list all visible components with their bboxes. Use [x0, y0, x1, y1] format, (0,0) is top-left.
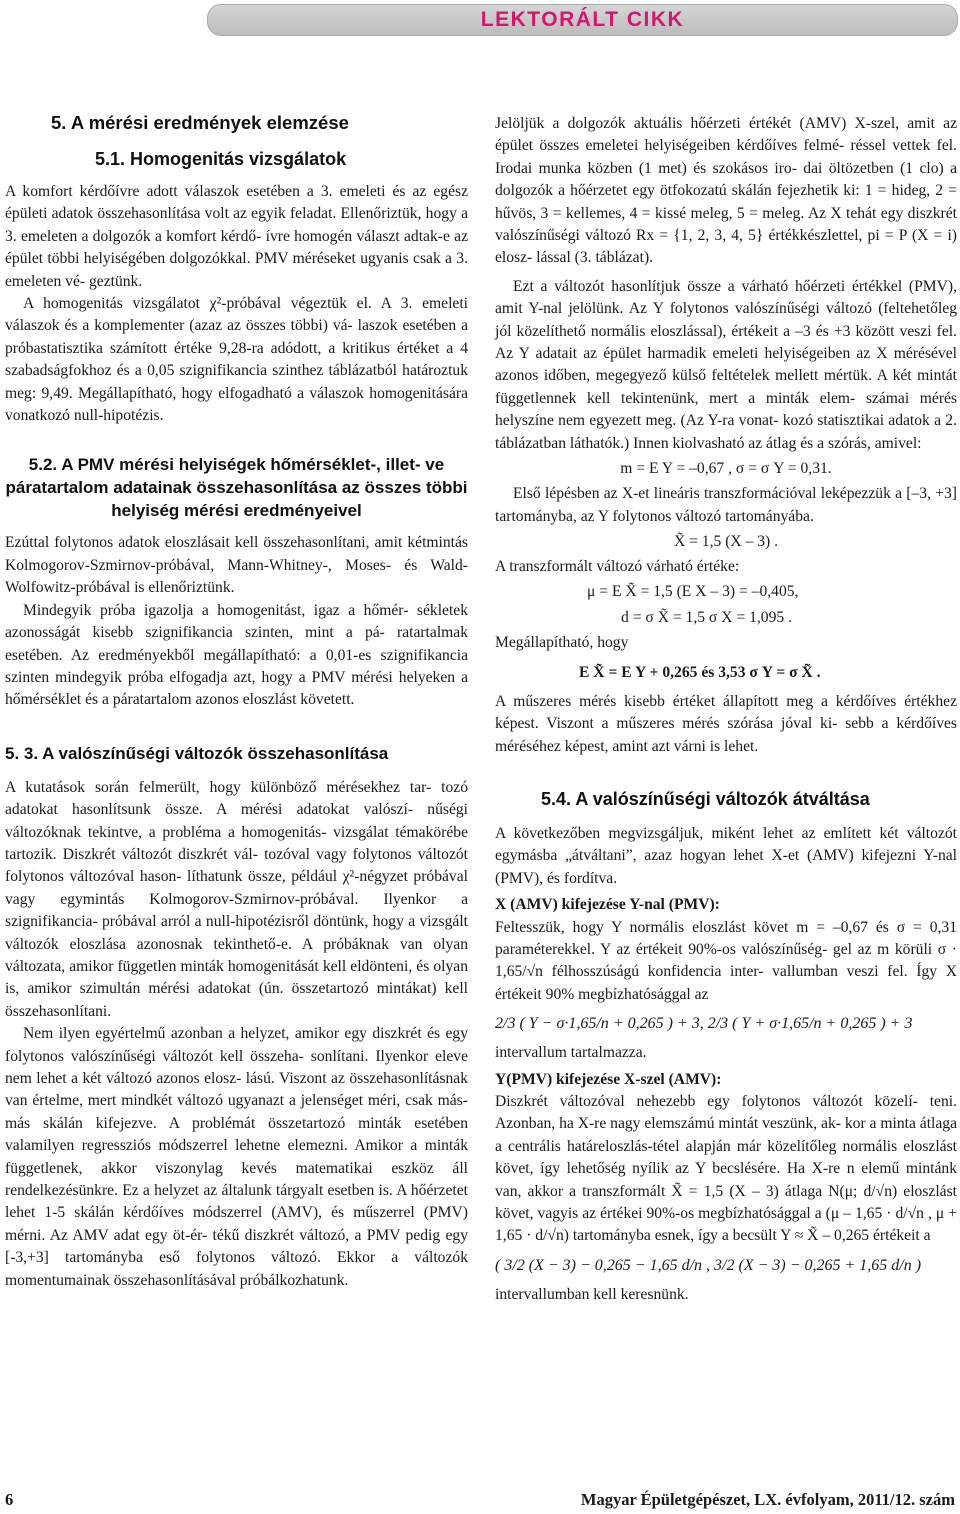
paragraph-homogeneity-intro: A komfort kérdőívre adott válaszok esetében a 3. emeleti és az egész épületi adatok összehasonlítása volt az egyik feladat. Ellenőriztük, hogy a 3. emeleten a dolgozók a komfort kérdő- ívre homogén választ adtak-e az épület többi helyiségében dolgozókkal. PMV méréseket ugyanis csak a 3. emeleten vé- geztünk. [5, 183, 468, 290]
subsection-heading-5-2: 5.2. A PMV mérési helyiségek hőmérséklet-, illet- ve páratartalom adatainak összehasonlítása az összes többi helyiség mérési eredményeivel [5, 455, 468, 521]
equation-relation: E X̃ = E Y + 0,265 és 3,53 σ Y = σ X̃ . [579, 663, 821, 681]
paragraph-instrument-comparison: A műszeres mérés kisebb értéket állapított meg a kérdőíves értékhez képest. Viszont a műszeres mérés szórása jóval ki- sebb a kérdőíves méréséhez képest, amint azt várni is lehet. [495, 692, 957, 755]
equation-transform: X̃ = 1,5 (X – 3) . [673, 532, 779, 550]
banner-title: LEKTORÁLT CIKK [480, 8, 685, 31]
paragraph-amv-definition: Jelöljük a dolgozók aktuális hőérzeti értékét (AMV) X-szel, amit az épület összes emeletei helyiségeiben kérdőíves felmé- réssel vettek fel. Irodai munka közben (1 met) és szokásos iro- dai öltözetben (1 clo) a dolgozók a hőérzetet egy ötfokozatú skálán fejezhetik ki: 1 = hideg, 2 = hűvös, 3 = kellemes, 4 = kissé meleg, 5 = meleg. Az X tehát egy diszkrét valószínűségi változó Rx = {1, 2, 3, 4, 5} értékkészlettel, pi = P (X = i) elosz- lással (3. táblázat). [495, 115, 957, 267]
paragraph-y-by-x: Diszkrét változóval nehezebb egy folytonos változót közelí- teni. Azonban, ha X-re nagy elemszámú mintát veszünk, ak- kor a minta átlaga a centrális határeloszlás-tétel alapján már közelítőleg normális eloszlást követ, így lehetőség nyílik az Y becslésére. Ha X-re n elemű mintánk van, akkor a transzformált X̃ = 1,5 (X – 3) átlaga N(μ; d/√n) eloszlást követ, vagyis az értékei 90%-os megbízhatósággal a (μ – 1,65 · d/√n , μ + 1,65 · d/√n) tartományba esnek, így a becsült Y ≈ X̃ – 0,265 értékeit a [495, 1093, 958, 1245]
section-banner [207, 4, 958, 36]
paragraph-comparison: A kutatások során felmerült, hogy különböző mérésekhez tar- tozó adatokat hasonlítsunk össze. A mérési adatokat valószí- nűségi változóknak tekintve, a probléma a homogenitás- vizsgálat témakörébe tartozik. Diszkrét változót diszkrét vál- tozóval vagy folytonos változót folytonos változóval hason- líthatunk össze, például χ²-négyzet próbával vagy egymintás Kolmogorov-Szmirnov-próbával. Ilyenkor a szignifikancia- próbával arról a null-hipotézisről döntünk, hogy a vizsgált változók eloszlása azonosnak tekinthető-e. A próbáknak van olyan változata, amikor független minták homogenitását kell eldönteni, és olyan is, amikor szimultán mérési adatokat (ún. összetartozó mintákat) kell összehasonlítani. [5, 778, 468, 1020]
equation-d: d = σ X̃ = 1,5 σ X = 1,095 . [621, 609, 792, 627]
paragraph-search-interval: intervallumban kell keresnünk. [495, 1285, 689, 1303]
left-column [5, 112, 468, 1292]
paragraph-chi-square: A homogenitás vizsgálatot χ²-próbával végeztük el. A 3. emeleti válaszok és a komplementer (azaz az összes többi) vá- laszok esetében a próbastatisztika számított értéke 9,28-ra adódott, a kritikus értéket a 4 szabadságfokhoz és a 0,05 szignifikancia szinthez táblázatból határoztuk meg: 9,49. Megállapítható, hogy elfogadható a válaszok homogenitására vonatkozó null-hipotézis. [5, 295, 468, 425]
paragraph-interval-contains: intervallum tartalmazza. [495, 1044, 647, 1062]
paragraph-conversion-intro: A következőben megvizsgáljuk, miként lehet az említett két változót egymásba „átváltani”, azaz hogyan lehet X-et (AMV) kifejezni Y-nal (PMV), és fordítva. [495, 824, 957, 887]
paragraph-established: Megállapítható, hogy [495, 634, 629, 652]
subsection-heading-5-3: 5. 3. A valószínűségi változók összehasonlítása [5, 743, 389, 763]
paragraph-expected-value: A transzformált változó várható értéke: [495, 557, 740, 575]
subheading-x-by-y: X (AMV) kifejezése Y-nal (PMV): [495, 896, 720, 914]
equation-mu: μ = E X̃ = 1,5 (E X – 3) = –0,405, [587, 583, 799, 601]
journal-info: Magyar Épületgépészet, LX. évfolyam, 2011/12. szám [580, 1490, 955, 1509]
subheading-y-by-x: Y(PMV) kifejezése X-szel (AMV): [495, 1070, 722, 1088]
subsection-heading-5-1: 5.1. Homogenitás vizsgálatok [95, 149, 347, 169]
equation-x-interval: 2/3 ( Y − σ·1,65/n + 0,265 ) + 3, 2/3 ( Y + σ·1,65/n + 0,265 ) + 3 [495, 1015, 913, 1033]
paragraph-discrete-continuous: Nem ilyen egyértelmű azonban a helyzet, amikor egy diszkrét és egy folytonos valószínűségi változót kell összeha- sonlítani. Ilyenkor eleve nem lehet a két változó azonos elosz- lású. Viszont az összehasonlításnak van értelme, mert mindkét változó ugyanazt a jelenséget méri, csak más-más skálán kifejezve. A problémát összetartozó minták esetében valamilyen regressziós módszerrel lehetne elemezni. Amikor a minták függetlenek, akkor viszonylag kevés matematikai eszköz áll rendelkezésünkre. Ez a helyzet az általunk tárgyalt esetben is. A hőérzetet lehet 1-5 skálán kérdőíves módszerrel (AMV), és műszerrel (PMV) mérni. Az AMV adat egy öt-ér- tékű diszkrét változó, a PMV pedig egy [-3,+3] tartományba eső folytonos változó. Ekkor a változók momentumainak összehasonlításával próbálkozhatunk. [5, 1025, 468, 1289]
page-number: 6 [5, 1490, 14, 1509]
equation-mean-sigma: m = E Y = –0,67 , σ = σ Y = 0,31. [620, 460, 832, 478]
subsection-heading-5-4: 5.4. A valószínűségi változók átváltása [541, 788, 870, 809]
right-column [495, 113, 957, 1306]
paragraph-pmv-definition: Ezt a változót hasonlítjuk össze a várható hőérzeti értékkel (PMV), amit Y-nal jelölünk. Az Y folytonos valószínűségi változó (feltehetőleg jól közelíthető normális eloszlással), értékeit a –3 és +3 között veszi fel. Az Y adatait az épület harmadik emeleti helyiségeiben az X mérésével azonos időben, megegyező külső feltételek mellett mértük. A két mintát függetlennek kell tekintenünk, mert a minták elem- számai mérés helyszíne nem egyezett meg. (Az Y-ra vonat- kozó statisztikai adatok a 2. táblázatban láthatók.) Innen kiolvasható az átlag és a szórás, amivel: [495, 277, 957, 452]
paragraph-continuous-data: Ezúttal folytonos adatok eloszlásait kell összehasonlítani, amit kétmintás Kolmogorov-Szmirnov-próbával, Mann-Whitney-, Moses- és Wald-Wolfowitz-próbával is ellenőriztünk. [5, 534, 468, 597]
section-heading-5: 5. A mérési eredmények elemzése [51, 112, 349, 133]
paragraph-x-by-y: Feltesszük, hogy Y normális eloszlást követ m = –0,67 és σ = 0,31 paraméterekkel. Y az értékeit 90%-os valószínűség- gel az m körüli σ · 1,65/√n félhosszúságú konfidencia inter- vallumban veszi fel. Így X értékeit 90% megbízhatósággal az [495, 918, 957, 1003]
paragraph-tests-result: Mindegyik próba igazolja a homogenitást, igaz a hőmér- sékletek azonosságát kisebb szignifikancia szinten, mint a pá- ratartalmak esetében. Az eredményekből megállapítható: a 0,01-es szignifikancia szinten mindegyik próba elfogadja azt, hogy a PMV mérési helyeken a hőmérséklet és a páratartalom azonos eloszlást követett. [5, 601, 468, 709]
equation-y-interval: ( 3/2 (X − 3) − 0,265 − 1,65 d/n , 3/2 (X − 3) − 0,265 + 1,65 d/n ) [495, 1256, 922, 1274]
paragraph-transformation: Első lépésben az X-et lineáris transzformációval leképezzük a [–3, +3] tartományba, az Y folytonos változó tartományába. [495, 485, 957, 525]
